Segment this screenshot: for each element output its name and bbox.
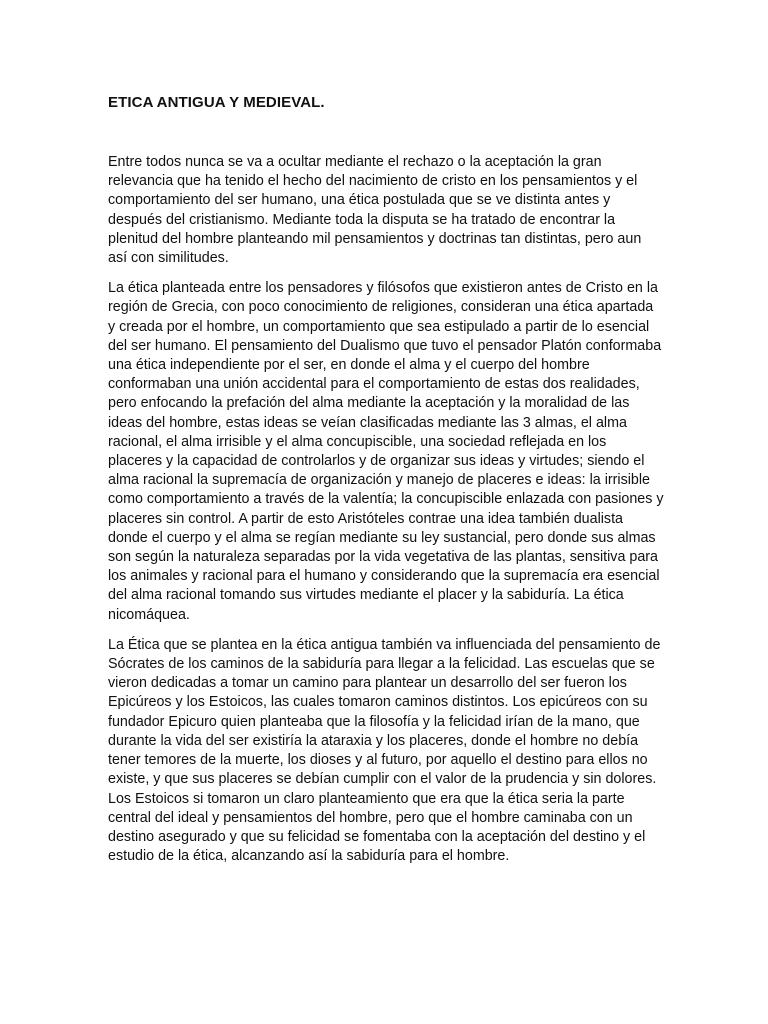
paragraph-3: La Ética que se plantea en la ética antigua también va influenciada del pensamiento de Sócrates de los caminos de la sabiduría para llegar a la felicidad. Las escuelas que se vieron dedicadas a tomar un camino para plantear un desarrollo del ser fueron los Epicúreos y los Estoicos, las cuales tomaron caminos distintos. Los epicúreos con su fundador Epicuro quien planteaba que la filosofía y la felicidad irían de la mano, que durante la vida del ser existiría la ataraxia y los placeres, donde el hombre no debía tener temores de la muerte, los dioses y al futuro, por aquello el destino para ellos no existe, y que sus placeres se debían cumplir con el valor de la prudencia y sin dolores. Los Estoicos si tomaron un claro planteamiento que era que la ética seria la parte central del ideal y pensamientos del hombre, pero que el hombre caminaba con un destino asegurado y que su felicidad se fomentaba con la aceptación del destino y el estudio de la ética, alcanzando así la sabiduría para el hombre. bbox=[108, 636, 661, 865]
document-title: ETICA ANTIGUA Y MEDIEVAL. bbox=[108, 94, 325, 111]
paragraph-2: La ética planteada entre los pensadores y filósofos que existieron antes de Cristo en la región de Grecia, con poco conocimiento de religiones, consideran una ética apartada y creada por el hombre, un comportamiento que sea estipulado a partir de lo esencial del ser humano. El pensamiento del Dualismo que tuvo el pensador Platón conformaba una ética independiente por el ser, en donde el alma y el cuerpo del hombre conformaban una unión accidental para el comportamiento de estas dos realidades, pero enfocando la prefación del alma mediante la aceptación y la moralidad de las ideas del hombre, estas ideas se veían clasificadas mediante las 3 almas, el alma racional, el alma irrisible y el alma concupiscible, una sociedad reflejada en los placeres y la capacidad de controlarlos y de organizar sus ideas y virtudes; siendo el alma racional la supremacía de organización y manejo de placeres e ideas: la irrisible como comportamiento a través de la valentía; la concupiscible enlazada con pasiones y placeres sin control. A partir de esto Aristóteles contrae una idea también dualista donde el cuerpo y el alma se regían mediante su ley sustancial, pero donde sus almas son según la naturaleza separadas por la vida vegetativa de las plantas, sensitiva para los animales y racional para el humano y considerando que la supremacía era esencial del alma racional tomando sus virtudes mediante el placer y la sabiduría. La ética nicomáquea. bbox=[108, 280, 664, 623]
document-content bbox=[108, 93, 664, 877]
document-body bbox=[108, 153, 664, 866]
paragraph-1: Entre todos nunca se va a ocultar mediante el rechazo o la aceptación la gran relevancia que ha tenido el hecho del nacimiento de cristo en los pensamientos y el comportamiento del ser humano, una ética postulada que se ve distinta antes y después del cristianismo. Mediante toda la disputa se ha tratado de encontrar la plenitud del hombre planteando mil pensamientos y doctrinas tan distintas, pero aun así con similitudes. bbox=[108, 154, 642, 267]
